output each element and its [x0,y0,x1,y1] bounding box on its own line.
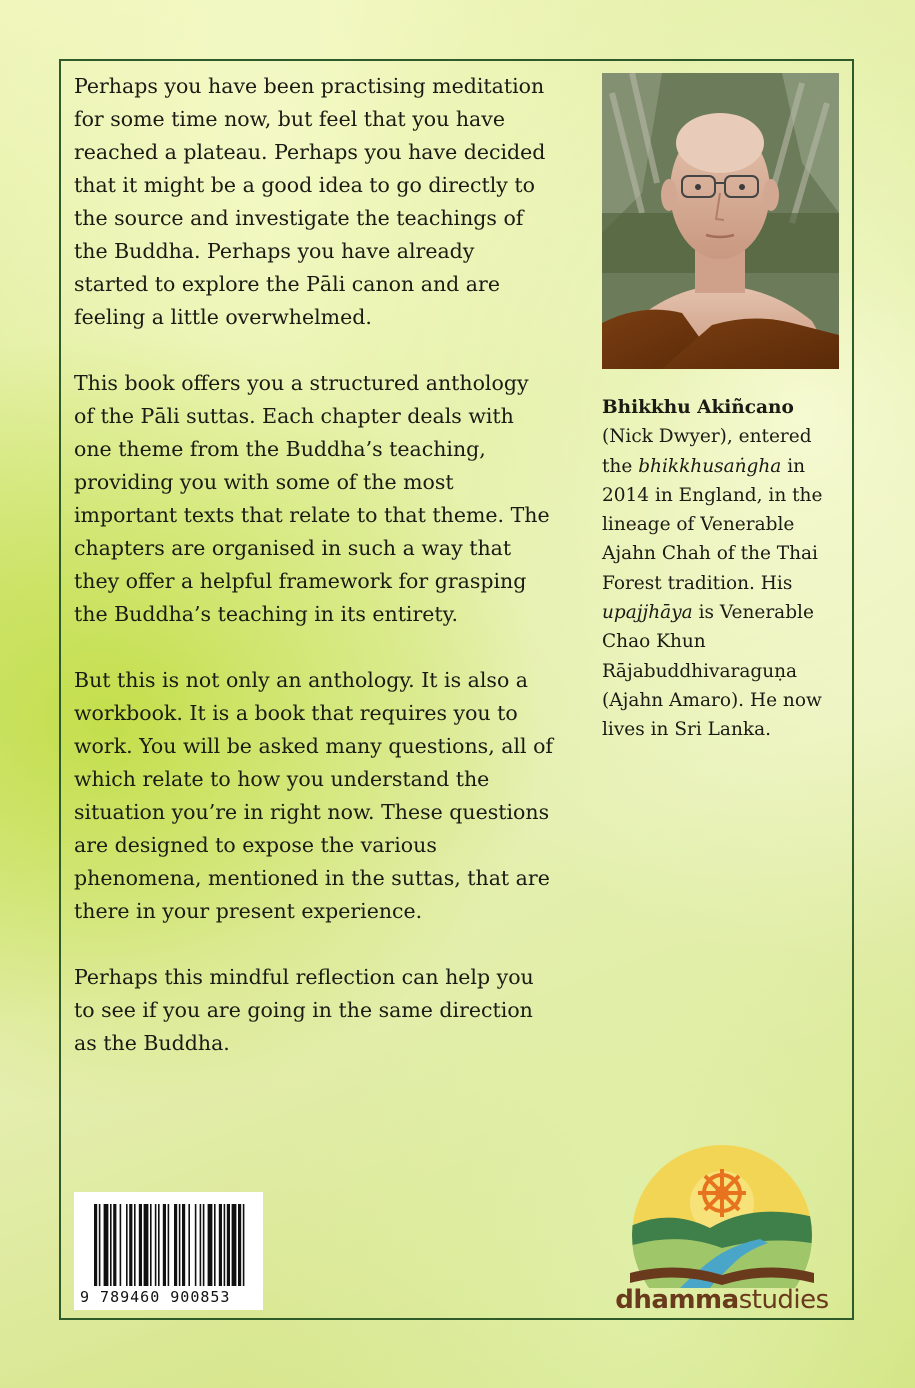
bio-text-1: (Nick Dwyer), entered the [602,426,812,477]
dhammastudies-logo [610,1143,834,1318]
blurb-paragraph-2: This book offers you a structured anthology of the Pāli suttas. Each chapter deals with one theme from the Buddha’s teaching, providing you with some of the most important texts that relate to that theme. The chapters are organised in such a way that they offer a helpful framework for grasping the Buddha’s teaching in its entirety. [74,371,550,626]
blurb-paragraph-3: But this is not only an anthology. It is also a workbook. It is a book that requires you to work. You will be asked many questions, all of which relate to how you understand the situation you’re in right now. These questions are designed to expose the various phenomena, mentioned in the suttas, that are there in your present experience. [74,668,554,923]
author-photo [602,73,839,369]
logo-wordmark [610,1285,834,1315]
bio-italic-term-2: upajjhāya [602,602,693,624]
bio-text-2: in 2014 in England, in the lineage of Venerable Ajahn Chah of the Thai Forest tradition. His [602,455,823,594]
logo-word-dhamma: dhamma [615,1285,739,1315]
logo-emblem-icon [610,1143,834,1288]
blurb-paragraph-4: Perhaps this mindful reflection can help you to see if you are going in the same direction as the Buddha. [74,965,534,1055]
author-bio [602,393,842,745]
blurb-paragraph-1: Perhaps you have been practising meditation for some time now, but feel that you have reached a plateau. Perhaps you have decided that it might be a good idea to go directly to the source and investigate the teachings of the Buddha. Perhaps you have already started to explore the Pāli canon and are feeling a little overwhelmed. [74,74,546,329]
logo-word-studies: studies [738,1285,829,1315]
author-name: Bhikkhu Akiñcano [602,397,794,418]
bio-italic-term-1: bhikkhusaṅgha [638,455,782,477]
isbn-barcode [74,1192,263,1310]
isbn-number: 9 789460 900853 [80,1288,231,1306]
blurb-text [74,70,554,1093]
barcode-bars [74,1192,263,1292]
bio-text-3: is Venerable Chao Khun Rājabuddhivaraguṇa (Ajahn Amaro). He now lives in Sri Lanka. [602,602,822,741]
